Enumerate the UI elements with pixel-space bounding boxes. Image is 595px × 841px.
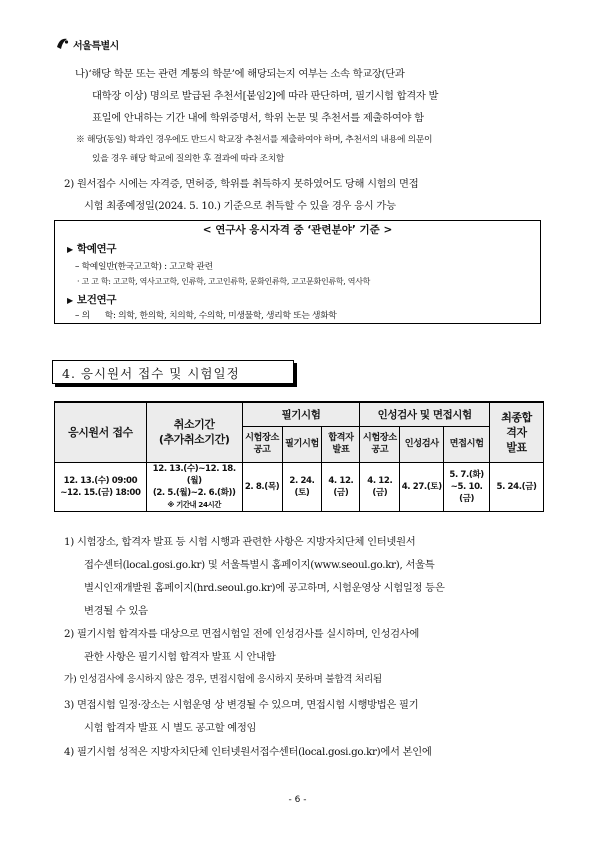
sub-personality-test: 인성검사 (400, 426, 444, 462)
triangle-bullet-icon: ▶ (67, 245, 73, 254)
triangle-bullet-icon: ▶ (67, 296, 73, 305)
cell-written-pass: 4. 12.(금) (322, 462, 360, 511)
note-1-line-1: 1) 시험장소, 합격자 발표 등 시험 시행과 관련한 사항은 지방자치단체 인터넷원서 (64, 536, 416, 548)
item-2-line-2: 시험 최종예정일(2024. 5. 10.) 기준으로 취득할 수 있을 경우 응시 가능 (84, 200, 396, 212)
cell-written-exam: 2. 24.(토) (282, 462, 322, 511)
seoul-logo-icon (54, 36, 70, 52)
page-number: - 6 - (288, 795, 307, 805)
org-name: 서울특별시 (73, 40, 119, 52)
item-na-line-2: 대학장 이상) 명의로 발급된 추천서[붙임2]에 따라 판단하며, 필기시험 합격자 발 (92, 90, 439, 102)
header-cancel: 취소기간 (추가취소기간) (146, 402, 242, 462)
box-heading-curator (67, 241, 116, 256)
sub-written-pass: 합격자 발표 (322, 426, 360, 462)
cell-apply: 12. 13.(수) 09:00 ~12. 15.(금) 18:00 (55, 462, 147, 511)
note-1-line-4: 변경될 수 있음 (84, 605, 148, 617)
sub-written-exam: 필기시험 (282, 426, 322, 462)
sub-interview: 면접시험 (444, 426, 490, 462)
header-personality: 인성검사 및 면접시험 (360, 402, 490, 426)
header-written: 필기시험 (242, 402, 360, 426)
note-2-line-1: 2) 필기시험 합격자를 대상으로 면접시험일 전에 인성검사를 실시하며, 인성검사에 (64, 628, 420, 640)
item-2-line-1: 2) 원서접수 시에는 자격증, 면허증, 학위를 취득하지 못하였어도 당해 시험의 면접 (64, 178, 419, 190)
box-curator-line-1: – 학예일반(한국고고학) : 고고학 관련 (75, 262, 213, 272)
box-curator-line-2: · 고 고 학: 고고학, 역사고고학, 인류학, 고고인류학, 문화인류학, 고고문화인류학, 역사학 (77, 277, 371, 286)
box-heading-health-label: 보건연구 (76, 294, 117, 306)
note-3-line-1: 3) 면접시험 일정·장소는 시험운영 상 변경될 수 있으며, 면접시험 시행방법은 필기 (64, 699, 419, 711)
section-title: 4. 응시원서 접수 및 시험일정 (62, 366, 240, 381)
note-2-line-2: 관한 사항은 필기시험 합격자 발표 시 안내함 (84, 651, 276, 663)
note-line-2: 있을 경우 해당 학교에 질의한 후 결과에 따라 조치함 (92, 154, 285, 164)
item-na-line-1: 나)‘해당 학문 또는 관련 계통의 학문’에 해당되는지 여부는 소속 학교장(단과 (75, 68, 405, 80)
note-3-line-2: 시험 합격자 발표 시 별도 공고할 예정임 (84, 722, 257, 734)
sub-written-place: 시험장소 공고 (242, 426, 282, 462)
box-health-line-1: – 의 학: 의학, 한의학, 치의학, 수의학, 미생물학, 생리학 또는 생화학 (75, 311, 337, 321)
note-4-line-1: 4) 필기시험 성적은 지방자치단체 인터넷원서접수센터(local.gosi.go.kr)에서 본인에 (64, 746, 432, 758)
cell-personality-test: 4. 27.(토) (400, 462, 444, 511)
cell-personality-place: 4. 12.(금) (360, 462, 400, 511)
schedule-table (54, 401, 544, 512)
cell-cancel: 12. 13.(수)~12. 18.(월) (2. 5.(월)~2. 6.(화)) ※ 기간내 24시간 (146, 462, 242, 511)
box-heading-health (67, 292, 116, 307)
header-apply: 응시원서 접수 (55, 402, 147, 462)
cell-interview: 5. 7.(화) ~5. 10.(금) (444, 462, 490, 511)
seoul-logo (54, 36, 119, 52)
cell-written-place: 2. 8.(목) (242, 462, 282, 511)
note-2-sub-ga: 가) 인성검사에 응시하지 않은 경우, 면접시험에 응시하지 못하며 불합격 처리됨 (64, 674, 382, 685)
note-1-line-3: 별시인재개발원 홈페이지(hrd.seoul.go.kr)에 공고하며, 시험운영상 시험일정 등은 (84, 582, 445, 594)
cell-final: 5. 24.(금) (490, 462, 544, 511)
note-1-line-2: 접수센터(local.gosi.go.kr) 및 서울특별시 홈페이지(www.seoul.go.kr), 서울특 (84, 559, 435, 571)
box-heading-curator-label: 학예연구 (76, 243, 117, 255)
table-row (55, 462, 544, 511)
note-line-1: ※ 해당(동일) 학과인 경우에도 반드시 학교장 추천서를 제출하여야 하며, 추천서의 내용에 의문이 (76, 135, 433, 145)
header-final: 최종합 격자 발표 (490, 402, 544, 462)
box-title: < 연구사 응시자격 중 ‘관련분야’ 기준 > (202, 224, 393, 236)
section-title-box (52, 360, 294, 384)
sub-personality-place: 시험장소 공고 (360, 426, 400, 462)
item-na-line-3: 표일에 안내하는 기간 내에 학위증명서, 학위 논문 및 추천서를 제출하여야 함 (92, 112, 424, 124)
qualification-box (54, 220, 541, 324)
